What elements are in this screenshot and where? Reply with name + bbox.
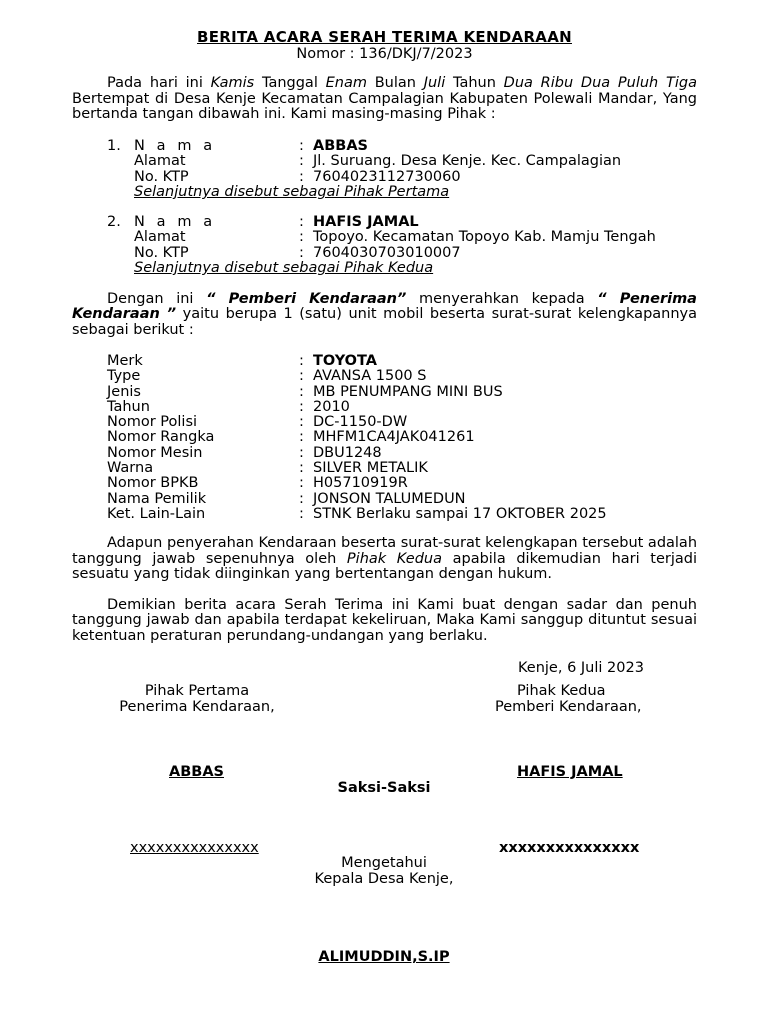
vehicle-value: MB PENUMPANG MINI BUS (313, 383, 503, 400)
document-title: BERITA ACARA SERAH TERIMA KENDARAAN (197, 28, 572, 46)
handover-text: menyerahkan kepada (406, 290, 598, 307)
party-name: ABBAS (313, 137, 368, 154)
vehicle-label: Nama Pemilik (107, 490, 207, 507)
intro-day: Kamis (210, 75, 255, 91)
party-number: 1. (107, 137, 121, 154)
vehicle-value: DC-1150-DW (313, 414, 408, 431)
colon: : (299, 460, 304, 477)
right-role: Pihak Kedua (517, 683, 606, 699)
place-date: Kenje, 6 Juli 2023 (518, 660, 644, 676)
witness-left: xxxxxxxxxxxxxxx (130, 840, 259, 856)
intro-text: Tahun (445, 75, 504, 91)
vehicle-label: Nomor BPKB (107, 475, 199, 492)
colon: : (299, 505, 304, 522)
vehicle-value: SILVER METALIK (313, 460, 428, 477)
vehicle-label: Nomor Mesin (107, 444, 203, 461)
party-note: Selanjutnya disebut sebagai Pihak Kedua (134, 260, 434, 276)
colon: : (299, 153, 304, 169)
party-ktp: 7604023112730060 (313, 168, 461, 185)
giver-term: “ Pemberi Kendaraan” (206, 290, 407, 307)
vehicle-value: AVANSA 1500 S (313, 368, 427, 385)
left-sub: Penerima Kendaraan, (119, 699, 275, 715)
address-label: Alamat (134, 229, 186, 245)
responsibility-text: apabila dikemudian hari terjadi sesuatu yang tidak diinginkan yang bertentangan dengan hukum. (72, 550, 698, 583)
colon: : (299, 168, 304, 185)
party-address: Jl. Suruang. Desa Kenje. Kec. Campalagian (313, 153, 622, 169)
intro-month: Juli (423, 75, 446, 91)
intro-date: Enam (325, 75, 367, 91)
vehicle-value: H05710919R (313, 475, 408, 492)
colon: : (299, 244, 304, 261)
colon: : (299, 475, 304, 492)
colon: : (299, 137, 304, 154)
village-head-name: ALIMUDDIN,S.IP (318, 949, 450, 965)
colon: : (299, 414, 304, 431)
vehicle-label: Nomor Rangka (107, 429, 215, 446)
vehicle-value: JONSON TALUMEDUN (313, 490, 466, 507)
responsible-party: Pihak Kedua (346, 550, 442, 567)
colon: : (299, 368, 304, 385)
left-signatory-name: ABBAS (169, 764, 224, 780)
intro-text: Pada hari ini (107, 75, 211, 91)
colon: : (299, 229, 304, 245)
intro-text: Tanggal (254, 75, 326, 91)
vehicle-value: MHFM1CA4JAK041261 (313, 429, 475, 446)
colon: : (299, 383, 304, 400)
left-role: Pihak Pertama (144, 683, 250, 699)
party-ktp: 7604030703010007 (313, 244, 461, 261)
handover-text: yaitu berupa 1 (satu) unit mobil beserta surat-surat kelengkapannya sebagai berikut : (72, 306, 698, 338)
witness-title: Saksi-Saksi (337, 780, 431, 796)
witness-right: xxxxxxxxxxxxxxx (499, 840, 640, 856)
vehicle-value: STNK Berlaku sampai 17 OKTOBER 2025 (313, 505, 607, 522)
address-label: Alamat (134, 153, 186, 169)
ktp-label: No. KTP (134, 168, 189, 185)
colon: : (299, 213, 304, 230)
vehicle-label: Tahun (107, 398, 150, 415)
name-label: N a m a (134, 213, 216, 230)
vehicle-label: Warna (107, 460, 154, 477)
vehicle-label: Type (107, 368, 141, 385)
receiver-term: “ Penerima Kendaraan ” (72, 290, 697, 322)
intro-text: Bulan (366, 75, 424, 91)
party-address: Topoyo. Kecamatan Topoyo Kab. Mamju Tengah (313, 229, 656, 245)
party-name: HAFIS JAMAL (313, 213, 419, 230)
responsibility-text: Adapun penyerahan Kendaraan beserta surat-surat kelengkapan tersebut adalah tanggung jawab sepenuhnya oleh (72, 535, 698, 567)
vehicle-value: 2010 (313, 398, 350, 415)
party-number: 2. (107, 213, 121, 230)
colon: : (299, 490, 304, 507)
intro-year: Dua Ribu Dua Puluh Tiga (503, 75, 697, 91)
party-note: Selanjutnya disebut sebagai Pihak Pertama (134, 184, 450, 200)
vehicle-value: TOYOTA (313, 353, 377, 369)
intro-text: Bertempat di Desa Kenje Kecamatan Campalagian Kabupaten Polewali Mandar, Yang bertanda tangan dibawah ini. Kami masing-masing Pihak : (72, 90, 697, 122)
handover-text: Dengan ini (107, 290, 207, 307)
colon: : (299, 444, 304, 461)
document-number: Nomor : 136/DKJ/7/2023 (296, 46, 473, 62)
colon: : (299, 429, 304, 446)
colon: : (299, 353, 304, 369)
vehicle-label: Jenis (107, 383, 141, 400)
vehicle-label: Merk (107, 353, 143, 369)
vehicle-value: DBU1248 (313, 444, 382, 461)
ktp-label: No. KTP (134, 244, 189, 261)
right-sub: Pemberi Kendaraan, (495, 699, 642, 715)
vehicle-label: Ket. Lain-Lain (107, 505, 206, 522)
mengetahui-label: Mengetahui (341, 855, 427, 871)
right-signatory-name: HAFIS JAMAL (517, 764, 623, 780)
vehicle-label: Nomor Polisi (107, 414, 198, 431)
name-label: N a m a (134, 137, 216, 154)
closing-paragraph: Demikian berita acara Serah Terima ini Kami buat dengan sadar dan penuh tanggung jawab dan apabila terdapat kekeliruan, Maka Kami sanggup dituntut sesuai ketentuan peraturan perundang-undangan yang berlaku. (72, 596, 697, 644)
colon: : (299, 398, 304, 415)
village-head-title: Kepala Desa Kenje, (314, 871, 454, 887)
